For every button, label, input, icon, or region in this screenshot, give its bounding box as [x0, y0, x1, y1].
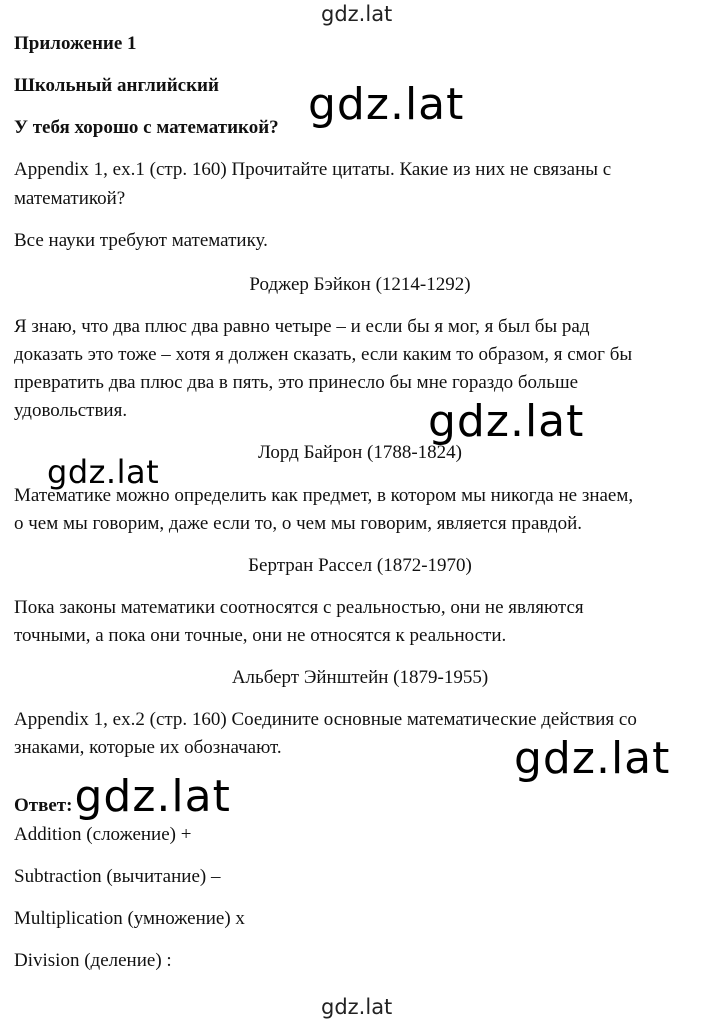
- quote-text: Все науки требуют математику.: [14, 230, 268, 251]
- task1-instruction-line2: математикой?: [14, 188, 126, 209]
- answer-row: [14, 771, 231, 822]
- task2-instruction-line1: Appendix 1, ex.2 (стр. 160) Соедините основные математические действия со: [14, 709, 637, 730]
- answer-label: Ответ:: [14, 795, 73, 816]
- answer-item-division: Division (деление) :: [14, 950, 172, 971]
- quote-text: удовольствия.: [14, 400, 128, 421]
- topic-heading: У тебя хорошо с математикой?: [14, 117, 279, 138]
- quote-author: Альберт Эйнштейн (1879-1955): [231, 667, 489, 688]
- subject-heading: Школьный английский: [14, 75, 219, 96]
- watermark-bottom: gdz.lat: [321, 995, 393, 1019]
- quote-text: Пока законы математики соотносятся с реальностью, они не являются: [14, 597, 584, 618]
- quote-text: превратить два плюс два в пять, это принесло бы мне гораздо больше: [14, 372, 579, 393]
- quote-text: Математике можно определить как предмет, в котором мы никогда не знаем,: [14, 485, 634, 506]
- watermark-byron-right: gdz.lat: [428, 396, 585, 447]
- answer-item-subtraction: Subtraction (вычитание) –: [14, 866, 221, 887]
- watermark-title-area: gdz.lat: [308, 79, 465, 130]
- quote-text: Я знаю, что два плюс два равно четыре – и если бы я мог, я был бы рад: [14, 316, 590, 337]
- watermark-top: gdz.lat: [321, 2, 393, 26]
- quote-author: Роджер Бэйкон (1214-1292): [249, 274, 471, 295]
- quote-text: доказать это тоже – хотя я должен сказать, если каким то образом, я смог бы: [14, 344, 633, 365]
- quote-text: точными, а пока они точные, они не относятся к реальности.: [14, 625, 507, 646]
- watermark-answer: gdz.lat: [74, 771, 231, 822]
- appendix-heading: Приложение 1: [14, 33, 137, 54]
- watermark-task2-right: gdz.lat: [514, 733, 671, 784]
- task1-instruction-line1: Appendix 1, ex.1 (стр. 160) Прочитайте цитаты. Какие из них не связаны с: [14, 159, 612, 180]
- answer-item-multiplication: Multiplication (умножение) x: [14, 908, 245, 929]
- quote-author: Бертран Рассел (1872-1970): [248, 555, 472, 576]
- quote-author: Лорд Байрон (1788-1824): [258, 442, 462, 463]
- quote-text: о чем мы говорим, даже если то, о чем мы говорим, является правдой.: [14, 513, 583, 534]
- answer-item-addition: Addition (сложение) +: [14, 824, 192, 845]
- watermark-byron-left: gdz.lat: [47, 453, 160, 491]
- task2-instruction-line2: знаками, которые их обозначают.: [14, 737, 282, 758]
